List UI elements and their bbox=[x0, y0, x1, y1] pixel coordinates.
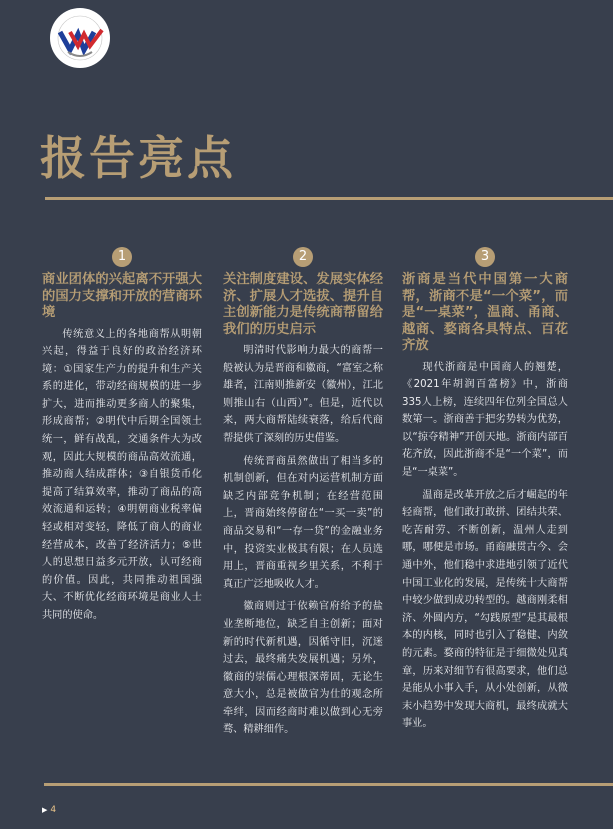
highlight-column-2 bbox=[223, 247, 383, 744]
highlight-heading: 浙商是当代中国第一大商帮，浙商不是“一个菜”，而是“一桌菜”，温商、甬商、越商、婺商各具特点、百花齐放 bbox=[402, 272, 568, 353]
number-badge: 2 bbox=[293, 247, 313, 267]
highlight-heading: 关注制度建设、发展实体经济、扩展人才选拔、提升自主创新能力是传统商帮留给我们的历史启示 bbox=[223, 272, 383, 337]
paragraph: 传统意义上的各地商帮从明朝兴起，得益于良好的政治经济环境：①国家生产力的提升和生产关系的进化，带动经商规模的进一步扩大，进而推动更多商人的聚集，形成商帮；②明代中后期全国领土统一，鲜有战乱，交通条件大为改观，因此大规模的商品高效流通，推动商人结成群体；③自银货币化提高了结算效率，推动了商品的高效流通和运转；④明朝商业税率偏轻或相对变轻，降低了商人的商业经营成本，改善了经济活力；⑤世人的思想日益多元开放，认可经商的价值。因此，共同推动祖国强大、不断优化经商环境是商业人士共同的使命。 bbox=[42, 328, 202, 621]
title-divider bbox=[45, 197, 613, 200]
page-title: 报告亮点 bbox=[40, 131, 236, 185]
paragraph: 现代浙商是中国商人的翘楚，《2021年胡润百富榜》中，浙商335人上榜，连续四年位列全国总人数第一。浙商善于把劣势转为优势，以“掠夺精神”开创天地。浙商内部百花齐放，因此浙商不是“一个菜”，而是“一桌菜”。 bbox=[402, 361, 568, 479]
chamber-logo bbox=[48, 6, 112, 70]
number-badge: 1 bbox=[112, 247, 132, 267]
paragraph: 温商是改革开放之后才崛起的年轻商帮，他们敢打敢拼、团结共荣、吃苦耐劳、不断创新，温州人走到哪，哪便是市场。甬商融贯古今、会通中外，他们稳中求进地引领了近代中国工业化的发展，是传统十大商帮中较少做到成功转型的。越商刚柔相济、外圆内方，“勾践原型”是其最根本的内核，同时也引入了稳健、内敛的元素。婺商的特征是于细微处见真章，历来对细节有很高要求，他们总是能从小事入手，从小处创新，从微末小趋势中发现大商机，最终成就大事业。 bbox=[402, 489, 568, 730]
paragraph: 明清时代影响力最大的商帮一般被认为是晋商和徽商，“富室之称雄者，江南则推新安（徽州），江北则推山右（山西）”。但是，近代以来，两大商帮陆续衰落，给后代商帮提供了深刻的历史借鉴。 bbox=[223, 345, 383, 444]
page-footer bbox=[42, 805, 56, 815]
triangle-arrow-icon: ▶ bbox=[42, 806, 48, 814]
highlight-heading: 商业团体的兴起离不开强大的国力支撑和开放的营商环境 bbox=[42, 272, 202, 320]
highlight-column-3 bbox=[402, 247, 568, 738]
highlight-column-1 bbox=[42, 247, 202, 630]
number-badge: 3 bbox=[475, 247, 495, 267]
page-number: 4 bbox=[50, 805, 57, 815]
footer-divider bbox=[44, 783, 613, 786]
paragraph: 传统晋商虽然做出了相当多的机制创新，但在对内运营机制方面缺乏内部竞争机制；在经营范围上，晋商始终停留在“一买一卖”的商品交易和“一存一贷”的金融业务中，投资实业极其有限；在人员选用上，晋商重视乡里关系，不利于真正广泛地吸收人才。 bbox=[223, 455, 383, 590]
paragraph: 徽商则过于依赖官府给予的盐业垄断地位，缺乏自主创新；面对新的时代新机遇，因循守旧，沉迷过去，最终痛失发展机遇；另外，徽商的崇儒心理根深蒂固，无论生意大小，总是被做官为仕的观念所牵绊，因而经商时难以做到心无旁骛、精耕细作。 bbox=[223, 601, 383, 736]
